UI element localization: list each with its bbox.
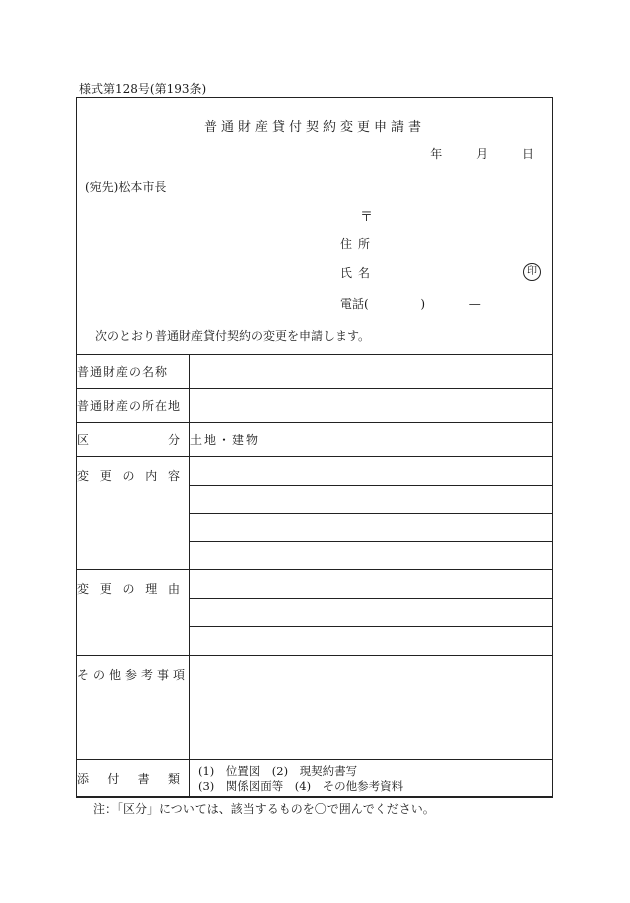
change-content-line[interactable] — [190, 457, 553, 486]
kubun-label: 区 分 — [77, 423, 190, 457]
property-name-label: 普通財産の名称 — [77, 355, 190, 389]
request-text: 次のとおり普通財産貸付契約の変更を申請します。 — [95, 329, 371, 343]
day-label: 日 — [521, 147, 534, 161]
postal-mark: 〒 — [360, 210, 374, 225]
name-row — [340, 264, 398, 281]
attachment-line-2: (3) 関係図面等 (4) その他参考資料 — [198, 778, 404, 793]
other-notes-label: その他参考事項 — [77, 656, 190, 760]
table-row — [77, 457, 553, 486]
table-row — [77, 423, 553, 457]
footnote: 注：「区分」については、該当するものを〇で囲んでください。 — [93, 802, 435, 816]
change-reason-line[interactable] — [190, 570, 553, 599]
details-table — [76, 354, 553, 798]
phone-dash: — — [468, 297, 481, 311]
kubun-options[interactable]: 土地・建物 — [190, 423, 553, 457]
change-reason-label: 変 更 の 理 由 — [77, 570, 190, 656]
property-location-label: 普通財産の所在地 — [77, 389, 190, 423]
phone-label: 電話( — [340, 297, 369, 311]
other-notes-field[interactable] — [190, 656, 553, 760]
form-title: 普通財産貸付契約変更申請書 — [203, 120, 425, 135]
table-row — [77, 760, 553, 798]
name-label: 氏名 — [340, 266, 377, 280]
property-location-field[interactable] — [190, 389, 553, 423]
change-content-line[interactable] — [190, 486, 553, 514]
change-content-label: 変 更 の 内 容 — [77, 457, 190, 570]
change-reason-line[interactable] — [190, 599, 553, 627]
form-number: 様式第128号(第193条) — [79, 82, 207, 96]
attachment-line-1: (1) 位置図 (2) 現契約書写 — [198, 763, 358, 778]
phone-close: ) — [420, 297, 426, 311]
year-label: 年 — [430, 147, 443, 161]
phone-row — [340, 295, 481, 312]
seal-mark: 印 — [523, 263, 541, 281]
date-fields — [400, 145, 534, 162]
table-row — [77, 389, 553, 423]
change-reason-line[interactable] — [190, 627, 553, 656]
addressee: (宛先)松本市長 — [85, 180, 167, 194]
property-name-field[interactable] — [190, 355, 553, 389]
attachments-label: 添 付 書 類 — [77, 760, 190, 798]
table-row — [77, 355, 553, 389]
address-label: 住所 — [340, 237, 377, 251]
table-row — [77, 656, 553, 760]
change-content-line[interactable] — [190, 542, 553, 570]
change-content-line[interactable] — [190, 514, 553, 542]
attachments-list — [190, 760, 553, 798]
month-label: 月 — [476, 147, 489, 161]
table-row — [77, 570, 553, 599]
address-row — [340, 235, 398, 252]
application-form — [76, 97, 553, 797]
